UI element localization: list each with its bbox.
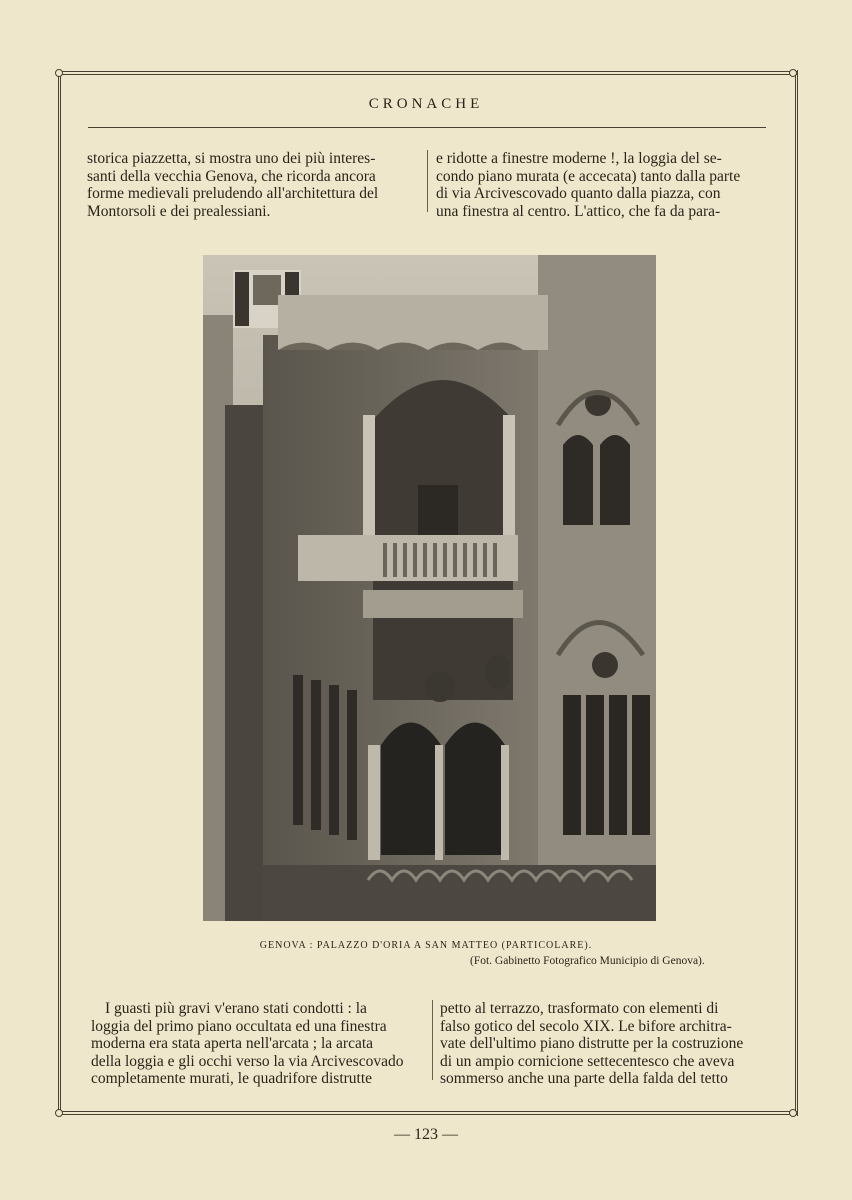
text-line: falso gotico del secolo XIX. Le bifore architra- (440, 1017, 732, 1035)
text-line: moderna era stata aperta nell'arcata ; la arcata (91, 1035, 374, 1052)
text-line: condo piano murata (e accecata) tanto dalla parte (436, 167, 741, 185)
bottom-right-column (440, 1000, 770, 1088)
top-left-column (87, 150, 417, 220)
text-line: I guasti più gravi v'erano stati condotti : la (105, 1000, 367, 1017)
text-line: loggia del primo piano occultata ed una finestra (91, 1017, 387, 1035)
corner-ornament (55, 69, 63, 77)
photo-caption-title: GENOVA : PALAZZO D'ORIA A SAN MATTEO (PARTICOLARE). (259, 940, 593, 951)
text-line: storica piazzetta, si mostra uno dei più interes- (87, 150, 376, 167)
corner-ornament (789, 1109, 797, 1117)
text-line: sommerso anche una parte della falda del tetto (440, 1070, 728, 1087)
column-divider (427, 150, 428, 212)
text-line: e ridotte a finestre moderne !, la loggia del se- (436, 150, 722, 167)
page-number: — 123 — (394, 1126, 458, 1143)
text-line: completamente murati, le quadrifore distrutte (91, 1070, 373, 1087)
text-line: una finestra al centro. L'attico, che fa da para- (436, 202, 721, 220)
top-right-column (436, 150, 766, 220)
top-border-rule (58, 71, 798, 75)
corner-ornament (789, 69, 797, 77)
text-line: forme medievali preludendo all'architettura del (87, 185, 379, 202)
text-line: vate dell'ultimo piano distrutte per la costruzione (440, 1035, 744, 1052)
bottom-left-column (91, 1000, 422, 1088)
photo-caption-credit: (Fot. Gabinetto Fotografico Municipio di Genova). (470, 955, 705, 967)
corner-ornament (55, 1109, 63, 1117)
palazzo-photograph (203, 255, 656, 921)
text-line: di un ampio cornicione settecentesco che aveva (440, 1052, 735, 1070)
text-line: santi della vecchia Genova, che ricorda ancora (87, 167, 376, 185)
text-line: della loggia e gli occhi verso la via Arcivescovado (91, 1052, 404, 1070)
text-line: Montorsoli e dei prealessiani. (87, 202, 271, 220)
bottom-border-rule (58, 1111, 798, 1115)
text-line: di via Arcivescovado quanto dalla piazza, con (436, 185, 721, 202)
text-line: petto al terrazzo, trasformato con elementi di (440, 1000, 719, 1017)
header-rule (88, 127, 766, 128)
running-head: CRONACHE (368, 96, 484, 112)
column-divider (432, 1000, 433, 1080)
palazzo-illustration (203, 255, 656, 921)
